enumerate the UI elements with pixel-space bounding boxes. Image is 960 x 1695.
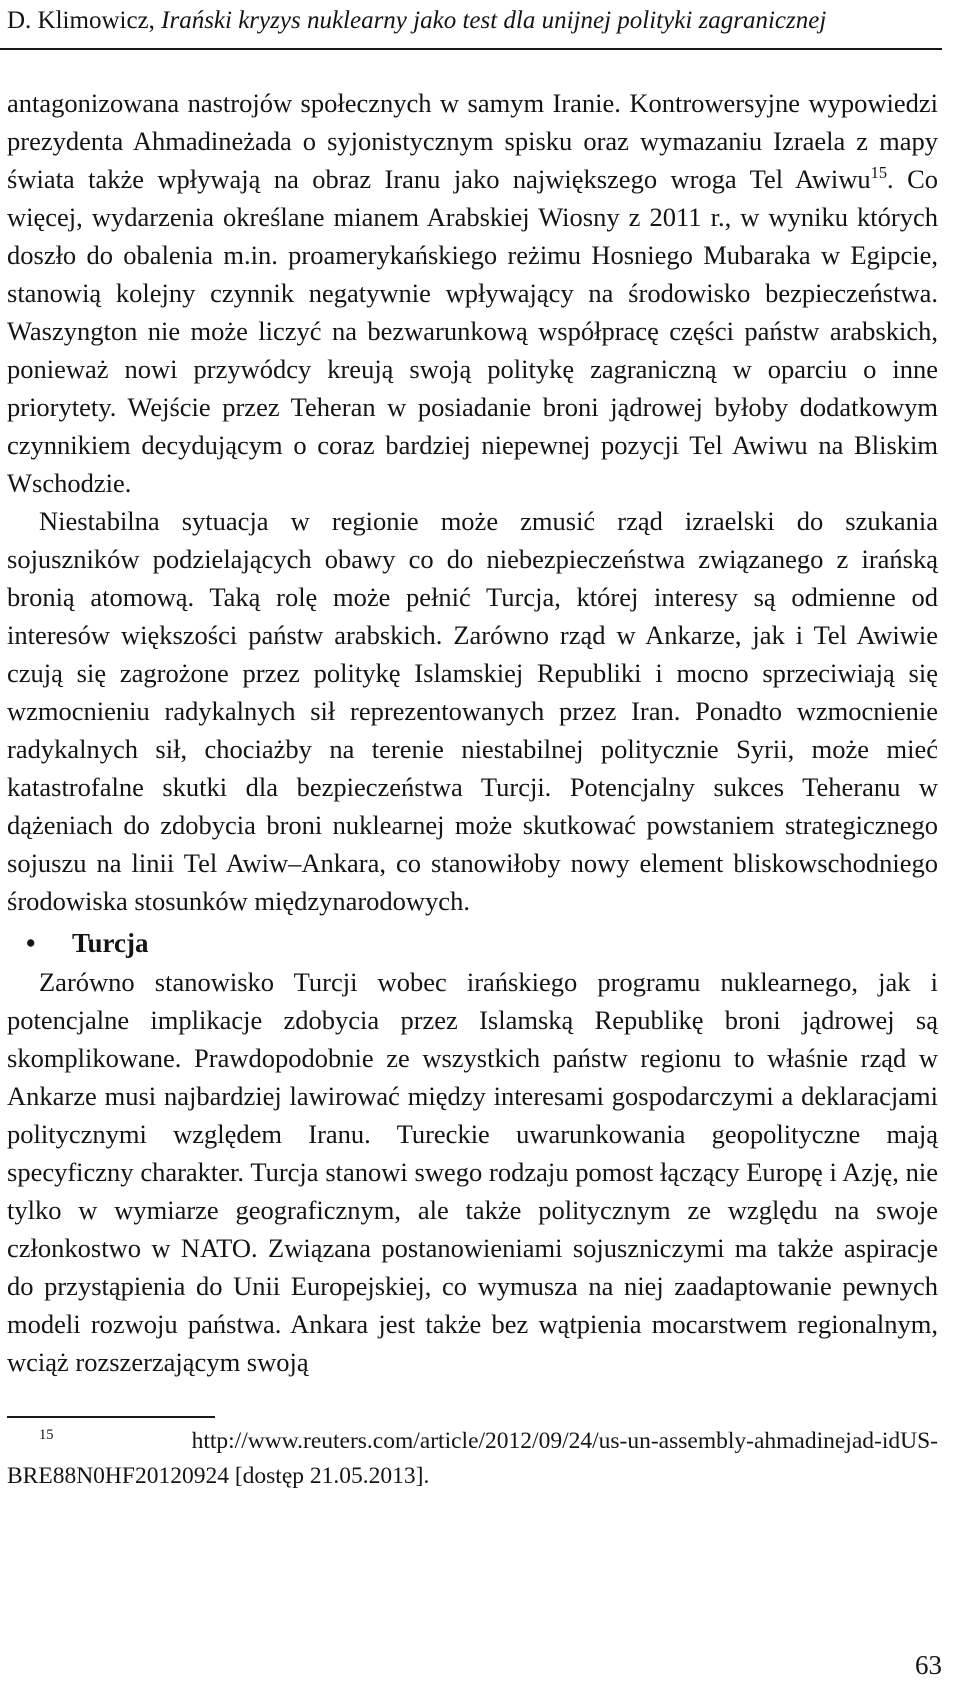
footnote-text: http://www.reuters.com/article/2012/09/24/us-un-assembly-ahmadinejad-idUSBRE88N0HF20120924 [dostęp 21.05.2013]. bbox=[7, 1428, 938, 1489]
section-heading-turcja bbox=[26, 924, 926, 962]
footnote-paragraph bbox=[7, 1424, 938, 1494]
section-body bbox=[7, 963, 938, 1381]
bullet-icon: • bbox=[26, 928, 36, 958]
footnote-number: 15 bbox=[39, 1427, 54, 1444]
header-rule bbox=[0, 48, 942, 50]
running-head-author: D. Klimowicz, bbox=[7, 7, 162, 34]
section-heading-text: Turcja bbox=[72, 928, 149, 958]
page-number: 63 bbox=[915, 1650, 942, 1680]
footnote-rule bbox=[7, 1416, 215, 1418]
footnote-15 bbox=[7, 1424, 938, 1494]
running-head-title: Irański kryzys nuklearny jako test dla unijnej polityki zagranicznej bbox=[161, 7, 827, 34]
paragraph-2: Niestabilna sytuacja w regionie może zmusić rząd izraelski do szukania sojuszników podzielających obawy co do niebezpieczeństwa związanego z irańską bronią atomową. Taką rolę może pełnić Turcja, której interesy są odmienne od interesów większości państw arabskich. Zarówno rząd w Ankarze, jak i Tel Awiwie czują się zagrożone przez politykę Islamskiej Republiki i mocno sprzeciwiają się wzmocnieniu radykalnych sił reprezentowanych przez Iran. Ponadto wzmocnienie radykalnych sił, chociażby na terenie niestabilnej politycznie Syrii, może mieć katastrofalne skutki dla bezpieczeństwa Turcji. Potencjalny sukces Teheranu w dążeniach do zdobycia broni nuklearnej może skutkować powstaniem strategicznego sojuszu na linii Tel Awiw–Ankara, co stanowiłoby nowy element bliskowschodniego środowiska stosunków międzynarodowych. bbox=[7, 506, 938, 916]
paragraph-1-text-b: . Co więcej, wydarzenia określane mianem Arabskiej Wiosny z 2011 r., w wyniku których doszło do obalenia m.in. proamerykańskiego reżimu Hosniego Mubaraka w Egipcie, stanowią kolejny czynnik negatywnie wpływający na środowisko bezpieczeństwa. Waszyngton nie może liczyć na bezwarunkową współpracę części państw arabskich, ponieważ nowi przywódcy kreują swoją politykę zagraniczną w oparciu o inne priorytety. Wejście przez Teheran w posiadanie broni jądrowej byłoby dodatkowym czynnikiem decydującym o coraz bardziej niepewnej pozycji Tel Awiwu na Bliskim Wschodzie. bbox=[7, 164, 939, 498]
section-paragraph: Zarówno stanowisko Turcji wobec irańskiego programu nuklearnego, jak i potencjalne implikacje zdobycia przez Islamską Republikę broni jądrowej są skomplikowane. Prawdopodobnie ze wszystkich państw regionu to właśnie rząd w Ankarze musi najbardziej lawirować między interesami gospodarczymi a deklaracjami politycznymi względem Iranu. Tureckie uwarunkowania geopolityczne mają specyficzny charakter. Turcja stanowi swego rodzaju pomost łączący Europę i Azję, nie tylko w wymiarze geograficznym, ale także politycznym ze względu na swoje członkostwo w NATO. Związana postanowieniami sojuszniczymi ma także aspiracje do przystąpienia do Unii Europejskiej, co wymusza na niej zaadaptowanie pewnych modeli rozwoju państwa. Ankara jest także bez wątpienia mocarstwem regionalnym, wciąż rozszerzającym swoją bbox=[7, 967, 938, 1377]
running-head bbox=[7, 4, 937, 38]
body-text bbox=[7, 84, 938, 920]
paragraph-1 bbox=[7, 84, 938, 502]
footnote-reference-15: 15 bbox=[870, 163, 888, 183]
paragraph-1-text-a: antagonizowana nastrojów społecznych w samym Iranie. Kontrowersyjne wypowiedzi prezydenta Ahmadineżada o syjonistycznym spisku oraz wymazaniu Izraela z mapy świata także wpływają na obraz Iranu jako największego wroga Tel Awiwu bbox=[7, 88, 938, 194]
